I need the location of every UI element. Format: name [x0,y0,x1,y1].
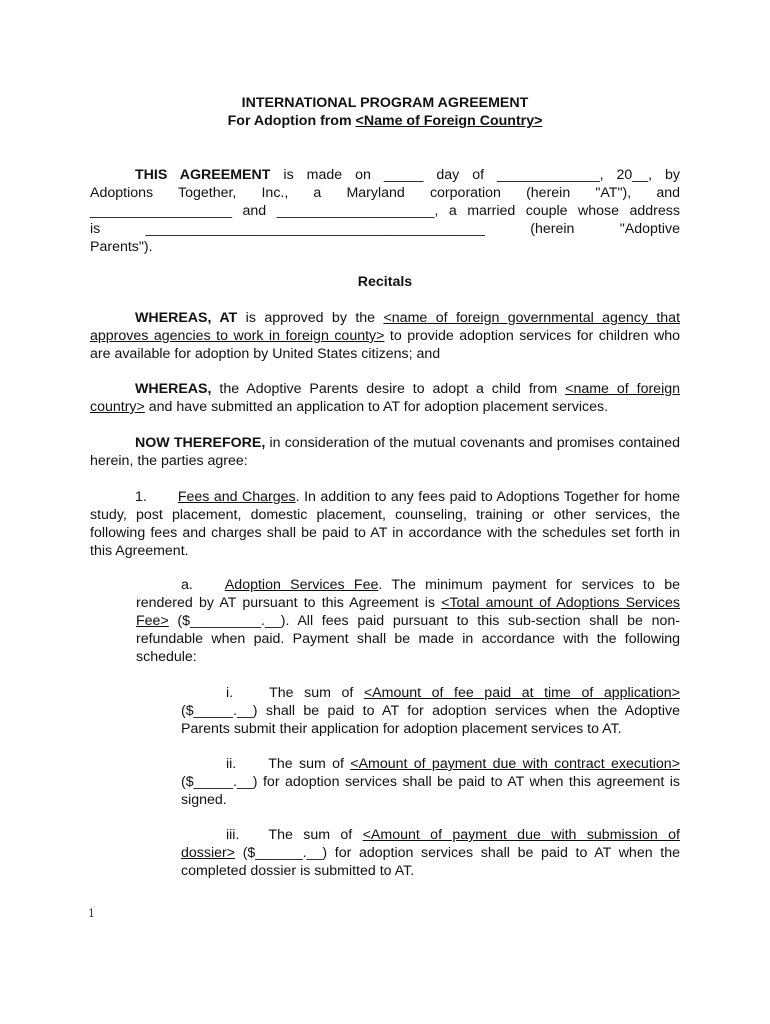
contract-payment-placeholder: <Amount of payment due with contract execution> [350,756,680,772]
intro-paragraph: THIS AGREEMENT is made on _____ day of _____________, 20__, by Adoptions Together, Inc., a Maryland corporation (herein "AT"), and __________________ and ____________________, a married couple whose address is ___________________________________________ (herein "Adoptive Parents"). [90,167,681,255]
section-1a-heading: Adoption Services Fee [224,577,379,593]
section-1-fees-and-charges: 1. Fees and Charges. In addition to any fees paid to Adoptions Together for home study, post placement, domestic placement, counseling, training or other services, the following fees and charges shall be paid to AT in accordance with the schedules set forth in this Agreement. [90,489,680,559]
whereas-paragraph-2: WHEREAS, the Adoptive Parents desire to adopt a child from <name of foreign country> and have submitted an application to AT for adoption placement services. [90,381,681,415]
recitals-heading: Recitals [357,274,413,290]
foreign-country-placeholder-2: <name of foreign country> [90,381,681,415]
schedule-item-iii: iii. The sum of <Amount of payment due with submission of dossier> ($______.__) for adoption services shall be paid to AT when the completed dossier is submitted to AT. [181,827,680,879]
application-fee-placeholder: <Amount of fee paid at time of application> [363,685,680,701]
document-title: INTERNATIONAL PROGRAM AGREEMENT [241,95,529,111]
total-fee-placeholder: <Total amount of Adoptions Services Fee> [136,595,680,629]
schedule-item-ii: ii. The sum of <Amount of payment due with contract execution> ($_____.__) for adoption services shall be paid to AT when this agreement is signed. [181,756,680,808]
whereas-paragraph-1: WHEREAS, AT is approved by the <name of foreign governmental agency that approves agencies to work in foreign county> to provide adoption services for children who are available for adoption by United States citizens; and [90,310,681,362]
page-number: 1 [88,907,95,920]
document-subtitle: For Adoption from <Name of Foreign Country> [227,113,543,129]
section-1-heading: Fees and Charges [177,489,296,505]
foreign-country-placeholder: <Name of Foreign Country> [355,113,543,129]
now-therefore-paragraph: NOW THEREFORE, in consideration of the mutual covenants and promises contained herein, the parties agree: [90,435,680,469]
section-1a-adoption-services-fee: a. Adoption Services Fee. The minimum payment for services to be rendered by AT pursuant to this Agreement is <Total amount of Adoptions Services Fee> ($_________.__). All fees paid pursuant to this sub-section shall be non-refundable when paid. Payment shall be made in accordance with the following schedule: [136,577,680,665]
schedule-item-i: i. The sum of <Amount of fee paid at time of application> ($_____.__) shall be paid to AT for adoption services when the Adoptive Parents submit their application for adoption placement services to AT. [181,685,680,737]
foreign-agency-placeholder: <name of foreign governmental agency that approves agencies to work in foreign county> [90,310,681,344]
dossier-payment-placeholder: <Amount of payment due with submission of dossier> [181,827,680,861]
